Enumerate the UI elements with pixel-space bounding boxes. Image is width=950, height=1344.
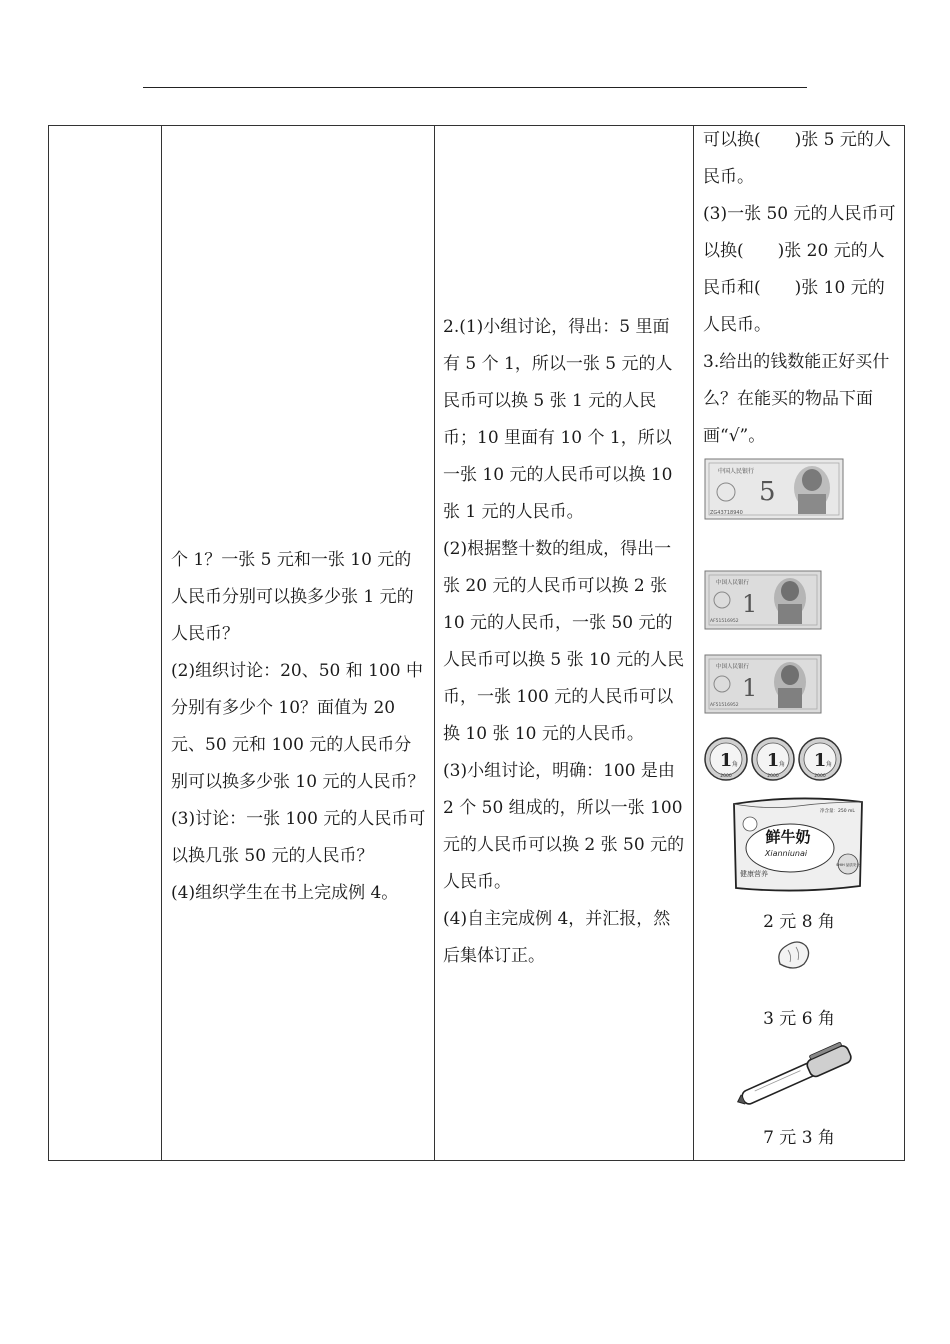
table-cell-empty [49, 126, 162, 1161]
coins-1-jiao-image [704, 736, 842, 786]
bread-image [776, 938, 812, 976]
svg-text:5: 5 [759, 477, 776, 507]
svg-text:鲜牛奶: 鲜牛奶 [765, 828, 811, 846]
price-label: 7 元 3 角 [763, 1128, 835, 1148]
coin-1-jiao [705, 738, 747, 780]
coin-1-jiao [752, 738, 794, 780]
paragraph: (2)根据整十数的组成，得出一张 20 元的人民币可以换 2 张 10 元的人民币，一张 50 元的人民币可以换 5 张 10 元的人民币，一张 100 元的人民币可以换 10 张 10 元的人民币。 [443, 539, 685, 744]
paragraph: (3)一张 50 元的人民币可以换( )张 20 元的人民币和( )张 10 元的人民币。 [703, 204, 896, 335]
svg-text:AF51516952: AF51516952 [710, 703, 739, 708]
paragraph: (4)组织学生在书上完成例 4。 [171, 883, 399, 903]
paragraph: 个 1？一张 5 元和一张 10 元的人民币分别可以换多少张 1 元的人民币？ [171, 550, 414, 644]
lesson-table [48, 125, 905, 1161]
svg-text:角: 角 [779, 761, 786, 768]
price-label: 3 元 6 角 [763, 1009, 835, 1029]
price-label: 2 元 8 角 [763, 912, 835, 932]
svg-text:AF51516952: AF51516952 [710, 619, 739, 624]
student-activity-cell [435, 126, 694, 1161]
paragraph: 3.给出的钱数能正好买什么？在能买的物品下面画“√”。 [703, 352, 890, 446]
svg-text:中国人民银行: 中国人民银行 [716, 664, 750, 670]
svg-text:1: 1 [719, 750, 733, 771]
paragraph: (2)组织讨论：20、50 和 100 中分别有多少个 10？面值为 20 元、50 元和 100 元的人民币分别可以换多少张 10 元的人民币？ [171, 661, 425, 792]
paragraph: 可以换( )张 5 元的人民币。 [703, 130, 891, 187]
svg-text:Xianniunai: Xianniunai [764, 849, 808, 858]
exercise-cell [694, 126, 905, 1161]
svg-text:中国人民银行: 中国人民银行 [718, 468, 755, 475]
svg-text:1: 1 [742, 590, 758, 618]
svg-text:角: 角 [826, 761, 833, 768]
svg-text:健康营养: 健康营养 [740, 870, 768, 878]
paragraph: (4)自主完成例 4，并汇报，然后集体订正。 [443, 909, 671, 966]
paragraph: 2.(1)小组讨论，得出：5 里面有 5 个 1，所以一张 5 元的人民币可以换 5 张 1 元的人民币；10 里面有 10 个 1，所以一张 10 元的人民币可以换 10 张 1 元的人民币。 [443, 317, 673, 522]
coin-1-jiao [799, 738, 841, 780]
svg-text:2000: 2000 [814, 774, 826, 779]
svg-text:中国人民银行: 中国人民银行 [716, 580, 750, 586]
svg-text:角: 角 [732, 761, 739, 768]
svg-text:SHIH 品质安全: SHIH 品质安全 [836, 863, 860, 867]
banknote-5-yuan-image [704, 458, 844, 524]
svg-text:净含量：250 mL: 净含量：250 mL [820, 809, 855, 814]
banknote-1-yuan-image [704, 654, 822, 718]
header-rule [143, 87, 807, 88]
svg-text:2000: 2000 [767, 774, 779, 779]
milk-bag-image [728, 796, 868, 898]
paragraph: (3)小组讨论，明确：100 是由 2 个 50 组成的，所以一张 100 元的人民币可以换 2 张 50 元的人民币。 [443, 761, 685, 892]
pen-image [732, 1036, 864, 1118]
svg-text:ZG43718940: ZG43718940 [710, 510, 743, 516]
svg-text:1: 1 [766, 750, 780, 771]
svg-text:1: 1 [813, 750, 827, 771]
teacher-activity-cell [162, 126, 435, 1161]
svg-text:2000: 2000 [720, 774, 732, 779]
paragraph: (3)讨论：一张 100 元的人民币可以换几张 50 元的人民币？ [171, 809, 426, 866]
banknote-1-yuan-image [704, 570, 822, 634]
svg-text:1: 1 [742, 674, 758, 702]
